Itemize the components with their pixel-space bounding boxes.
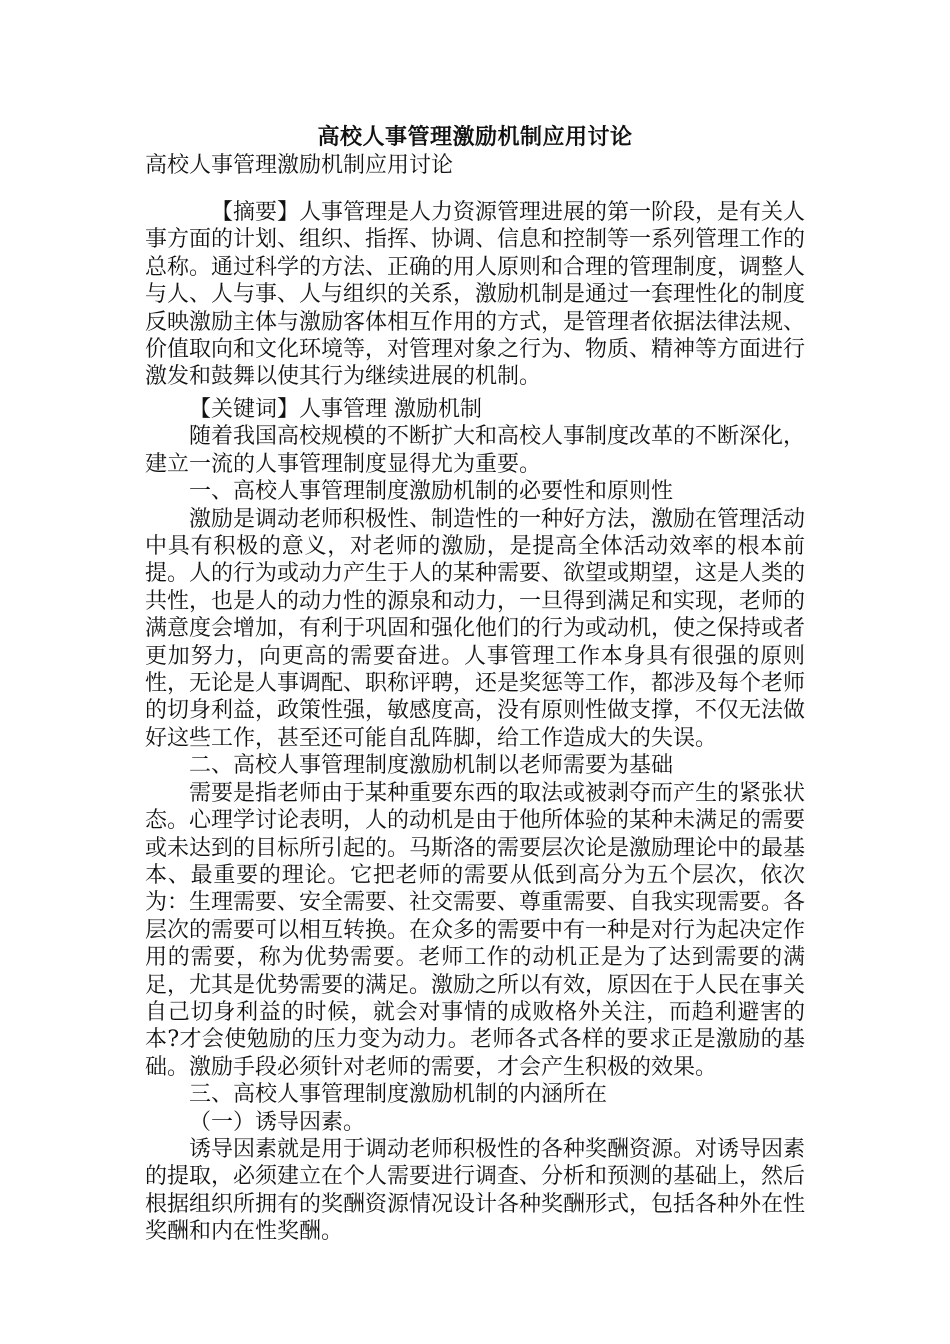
body-paragraph: 随着我国高校规模的不断扩大和高校人事制度改革的不断深化，建立一流的人事管理制度显得尤为重要。 [145, 424, 806, 477]
keywords-line: 【关键词】人事管理 激励机制 [189, 397, 482, 422]
document-title: 高校人事管理激励机制应用讨论 [317, 124, 633, 150]
main-body [145, 396, 805, 1246]
subsection-heading: （一）诱导因素。 [189, 1109, 366, 1135]
document-subtitle: 高校人事管理激励机制应用讨论 [145, 153, 454, 178]
section-heading: 三、高校人事管理制度激励机制的内涵所在 [189, 1082, 608, 1108]
body-paragraph: 诱导因素就是用于调动老师积极性的各种奖酬资源。对诱导因素的提取，必须建立在个人需要进行调查、分析和预测的基础上，然后根据组织所拥有的奖酬资源情况设计各种奖酬形式，包括各种外在性奖酬和内在性奖酬。 [145, 1136, 806, 1245]
abstract-paragraph: 【摘要】人事管理是人力资源管理进展的第一阶段，是有关人事方面的计划、组织、指挥、协调、信息和控制等一系列管理工作的总称。通过科学的方法、正确的用人原则和合理的管理制度，调整人与人、人与事、人与组织的关系，激励机制是通过一套理性化的制度反映激励主体与激励客体相互作用的方式，是管理者依据法律法规、价值取向和文化环境等，对管理对象之行为、物质、精神等方面进行激发和鼓舞以使其行为继续进展的机制。 [145, 200, 806, 390]
section-heading: 二、高校人事管理制度激励机制以老师需要为基础 [189, 753, 674, 779]
abstract-section [145, 199, 805, 391]
section-heading: 一、高校人事管理制度激励机制的必要性和原则性 [189, 479, 674, 505]
body-paragraph: 需要是指老师由于某种重要东西的取法或被剥夺而产生的紧张状态。心理学讨论表明，人的动机是由于他所体验的某种未满足的需要或未达到的目标所引起的。马斯洛的需要层次论是激励理论中的最基本、最重要的理论。它把老师的需要从低到高分为五个层次，依次为：生理需要、安全需要、社交需要、尊重需要、自我实现需要。各层次的需要可以相互转换。在众多的需要中有一种是对行为起决定作用的需要，称为优势需要。老师工作的动机正是为了达到需要的满足，尤其是优势需要的满足。激励之所以有效，原因在于人民在事关自己切身利益的时候，就会对事情的成败格外关注，而趋利避害的本?才会使勉励的压力变为动力。老师各式各样的要求正是激励的基础。激励手段必须针对老师的需要，才会产生积极的效果。 [145, 780, 806, 1080]
body-paragraph: 激励是调动老师积极性、制造性的一种好方法，激励在管理活动中具有积极的意义，对老师的激励，是提高全体活动效率的根本前提。人的行为或动力产生于人的某种需要、欲望或期望，这是人类的共性，也是人的动力性的源泉和动力，一旦得到满足和实现，老师的满意度会增加，有利于巩固和强化他们的行为或动机，使之保持或者更加努力，向更高的需要奋进。人事管理工作本身具有很强的原则性，无论是人事调配、职称评聘，还是奖惩等工作，都涉及每个老师的切身利益，政策性强，敏感度高，没有原则性做支撑，不仅无法做好这些工作，甚至还可能自乱阵脚，给工作造成大的失误。 [145, 506, 806, 751]
